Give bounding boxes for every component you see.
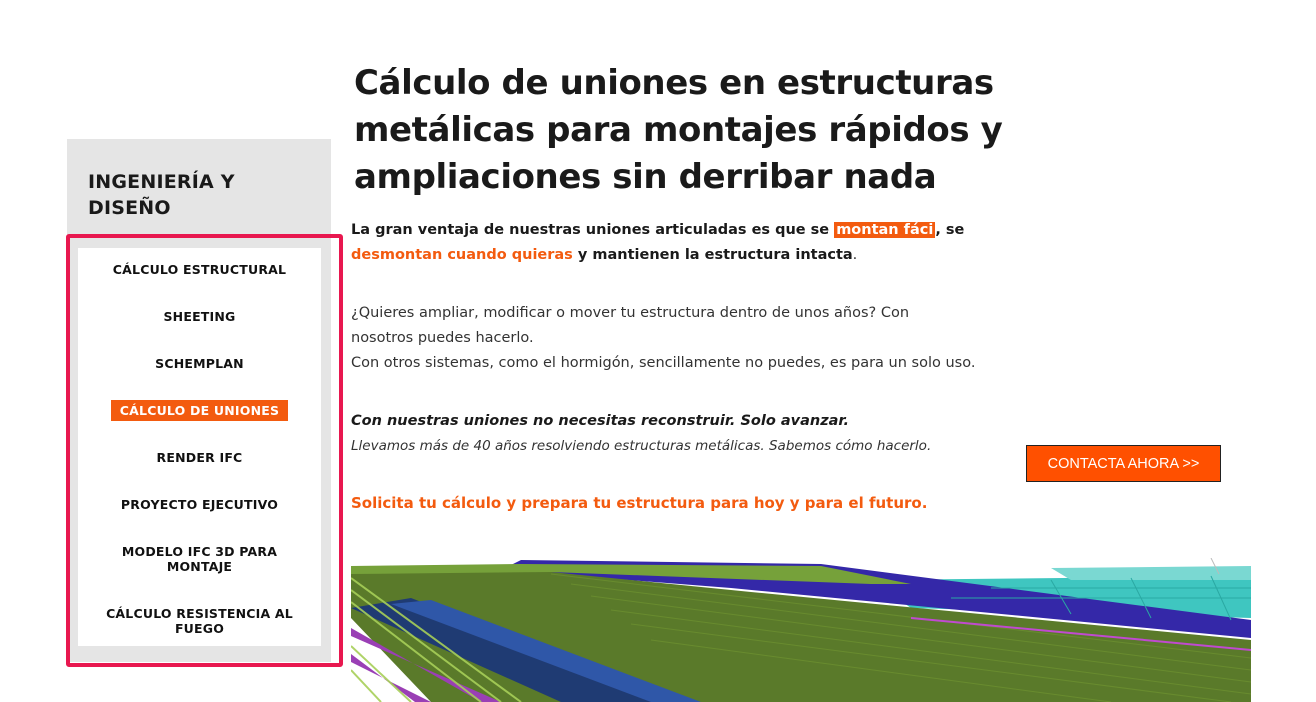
sidebar-item-calculo-de-uniones[interactable] — [78, 400, 321, 421]
sidebar-item-label: SHEETING — [163, 309, 236, 324]
sidebar-item-label: MODELO IFC 3D PARA MONTAJE — [121, 544, 278, 574]
sidebar-item-schemplan[interactable] — [78, 356, 321, 371]
intro-highlight: montan fáci — [836, 222, 934, 238]
cta-text: Solicita tu cálculo y prepara tu estructura para hoy y para el futuro. — [351, 494, 928, 512]
sidebar-item-label: CÁLCULO RESISTENCIA AL FUEGO — [106, 606, 293, 636]
sidebar-item-sheeting[interactable] — [78, 309, 321, 324]
experience-text: Llevamos más de 40 años resolviendo estructuras metálicas. Sabemos cómo hacerlo. — [351, 438, 932, 454]
sidebar-item-label: PROYECTO EJECUTIVO — [120, 497, 279, 512]
sidebar-item-proyecto-ejecutivo[interactable] — [78, 497, 321, 512]
sidebar-title: INGENIERÍA Y DISEÑO — [88, 171, 235, 219]
sidebar-item-label: SCHEMPLAN — [155, 356, 244, 371]
intro-text-1: La gran ventaja de nuestras uniones articuladas es que se — [351, 222, 835, 238]
page-title: Cálculo de uniones en estructuras metálicas para montajes rápidos y ampliaciones sin derribar nada — [354, 63, 1003, 197]
intro-text-3: y mantienen la estructura intacta — [572, 247, 853, 263]
intro-paragraph — [351, 218, 1001, 268]
intro-text-2: , se — [935, 222, 965, 238]
contact-button[interactable]: CONTACTA AHORA >> — [1026, 445, 1221, 482]
sidebar-item-label: CÁLCULO ESTRUCTURAL — [112, 262, 287, 277]
sidebar-item-calculo-resistencia-fuego[interactable] — [78, 606, 321, 636]
emphasis-text: Con nuestras uniones no necesitas reconstruir. Solo avanzar. — [351, 413, 850, 429]
sidebar-item-render-ifc[interactable] — [78, 450, 321, 465]
intro-orange-text: desmontan cuando quieras — [351, 247, 573, 263]
intro-end: . — [852, 247, 858, 263]
sidebar-item-label: CÁLCULO DE UNIONES — [111, 400, 288, 421]
sidebar-item-label: RENDER IFC — [156, 450, 243, 465]
paragraph-hormigon: Con otros sistemas, como el hormigón, sencillamente no puedes, es para un solo uso. — [351, 355, 976, 371]
paragraph-ampliar: ¿Quieres ampliar, modificar o mover tu estructura dentro de unos años? Con nosotros puedes hacerlo. — [351, 305, 910, 346]
sidebar-menu — [78, 248, 321, 646]
structure-render-image — [351, 558, 1251, 702]
sidebar-item-calculo-estructural[interactable] — [78, 262, 321, 277]
sidebar-item-modelo-ifc-3d[interactable] — [78, 544, 321, 574]
